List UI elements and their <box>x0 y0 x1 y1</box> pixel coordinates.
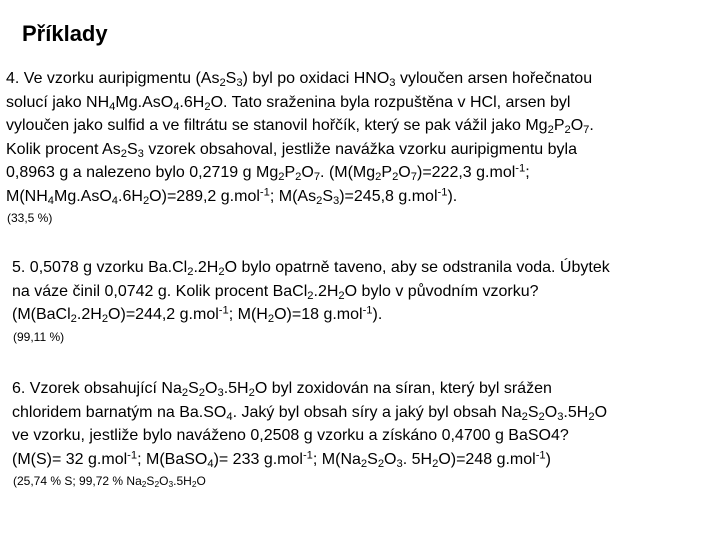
slide-title: Příklady <box>22 21 108 46</box>
problem-text-line: vyloučen jako sulfid a ve filtrátu se stanovil hořčík, který se pak vážil jako $Mg_2P_2O_7$. <box>6 117 594 136</box>
answer-text: (25,74 % S; 99,72 % $Na_2S_2O_3.5H_2O$ <box>13 474 206 490</box>
problem-text-line: ($M(BaCl_2.2H_2O)=244,2$ g.mol$^{-1}$; $M(H_2O)=18$ g.mol$^{-1}$). <box>12 304 383 325</box>
answer-text: (99,11 %) <box>13 329 65 344</box>
problem-text-line: na váze činil 0,0742 g. Kolik procent $BaCl_2.2H_2O$ bylo v původním vzorku? <box>12 282 539 302</box>
problem-6 <box>12 377 607 489</box>
problem-text-line: chloridem barnatým na $Ba.SO_4$. Jaký byl obsah síry a jaký byl obsah $Na_2S_2O_3.5H_2O$ <box>12 403 608 423</box>
answer-text: (33,5 %) <box>7 211 53 225</box>
problem-text-line: 0,8963 g a nalezeno bylo 0,2719 g $Mg_2P_2O_7$. ($M(Mg_2P_2O_7)=222,3$ g.mol$^{-1}$; <box>6 162 530 183</box>
problem-text-line: (M(S)= 32 g.mol$^{-1}$; M(BaSO$_4$)= 233 g.mol$^{-1}$; $M(Na_2S_2O_3$. $5H_2O)=248$ g.mol$^{-1}$) <box>12 448 551 470</box>
problem-text-line: ve vzorku, jestliže bylo naváženo 0,2508 g vzorku a získáno 0,4700 g BaSO4? <box>12 427 569 444</box>
problem-text-line: 5. 0,5078 g vzorku $Ba.Cl_2.2H_2O$ bylo opatrně taveno, aby se odstranila voda. Úbytek <box>12 259 610 278</box>
problem-text-line: 4. Ve vzorku auripigmentu $(As_2S_3)$ byl po oxidaci $HNO_3$ vyloučen arsen hořečnatou <box>6 70 593 89</box>
problem-text-line: solucí jako $NH_4Mg.AsO_4.6H_2O$. Tato sraženina byla rozpuštěna v HCl, arsen byl <box>6 93 571 113</box>
problem-4 <box>6 67 594 226</box>
problem-text-line: $M(NH_4Mg.AsO_4.6H_2O)=289,2$ g.mol$^{-1}$; $M(As_2S_3)=245,8$ g.mol$^{-1}$). <box>6 185 458 207</box>
problem-text-line: 6. Vzorek obsahující $Na_2S_2O_3.5H_2O$ byl zoxidován na síran, který byl srážen <box>12 380 552 399</box>
problem-text-line: Kolik procent $As_2S_3$ vzorek obsahoval, jestliže navážka vzorku auripigmentu byla <box>6 140 577 160</box>
problem-5 <box>12 256 610 345</box>
